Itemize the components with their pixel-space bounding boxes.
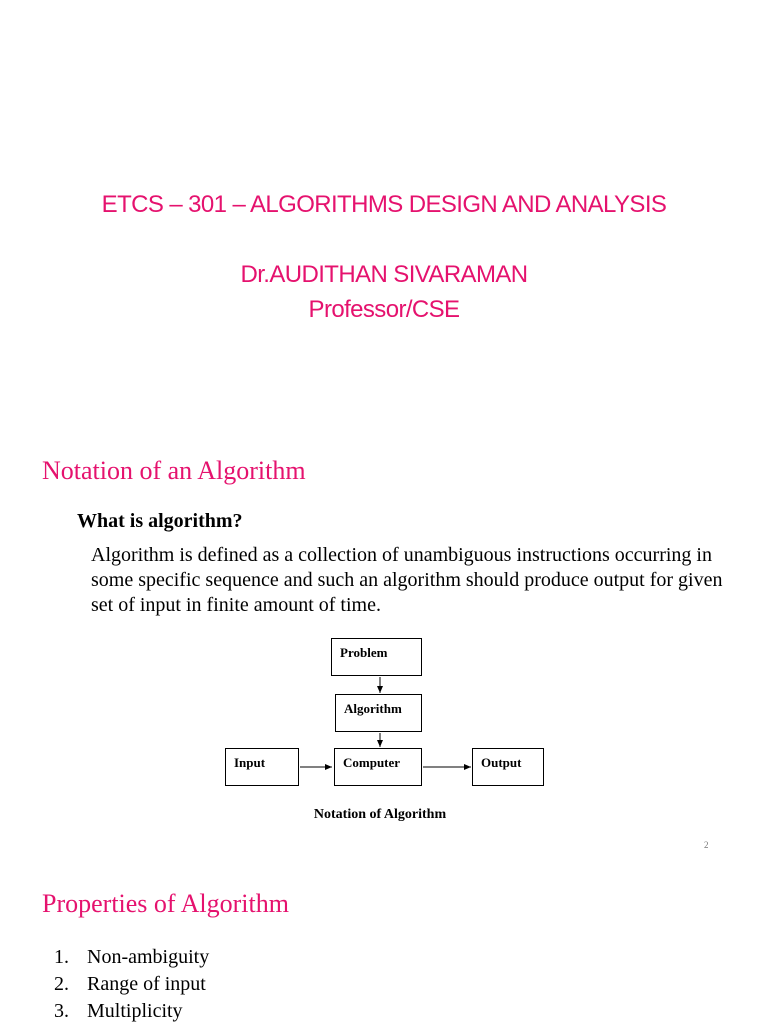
list-item-number: 2. bbox=[54, 973, 69, 995]
input-box: Input bbox=[225, 748, 299, 786]
output-box: Output bbox=[472, 748, 544, 786]
notation-heading: Notation of an Algorithm bbox=[42, 456, 306, 485]
page-number: 2 bbox=[704, 840, 709, 850]
problem-box: Problem bbox=[331, 638, 422, 676]
course-title: ETCS – 301 – ALGORITHMS DESIGN AND ANALYSIS bbox=[101, 191, 667, 218]
list-item bbox=[54, 944, 209, 971]
list-item-text: Multiplicity bbox=[87, 1000, 183, 1022]
properties-heading: Properties of Algorithm bbox=[42, 889, 289, 918]
list-item-number: 1. bbox=[54, 946, 69, 968]
author-name: Dr.AUDITHAN SIVARAMAN bbox=[240, 261, 528, 288]
list-item-text: Non-ambiguity bbox=[87, 946, 210, 968]
algorithm-box: Algorithm bbox=[335, 694, 422, 732]
list-item bbox=[54, 971, 209, 998]
list-item-number: 3. bbox=[54, 1000, 69, 1022]
list-item bbox=[54, 998, 209, 1025]
diagram-caption: Notation of Algorithm bbox=[313, 807, 447, 822]
list-item-text: Range of input bbox=[87, 973, 206, 995]
properties-list bbox=[54, 944, 209, 1025]
computer-box: Computer bbox=[334, 748, 422, 786]
definition-paragraph: Algorithm is defined as a collection of unambiguous instructions occurring in some specific sequence and such an algorithm should produce output for given set of input in finite amount of time. bbox=[91, 544, 723, 616]
question-text: What is algorithm? bbox=[77, 510, 243, 532]
author-position: Professor/CSE bbox=[308, 296, 460, 323]
